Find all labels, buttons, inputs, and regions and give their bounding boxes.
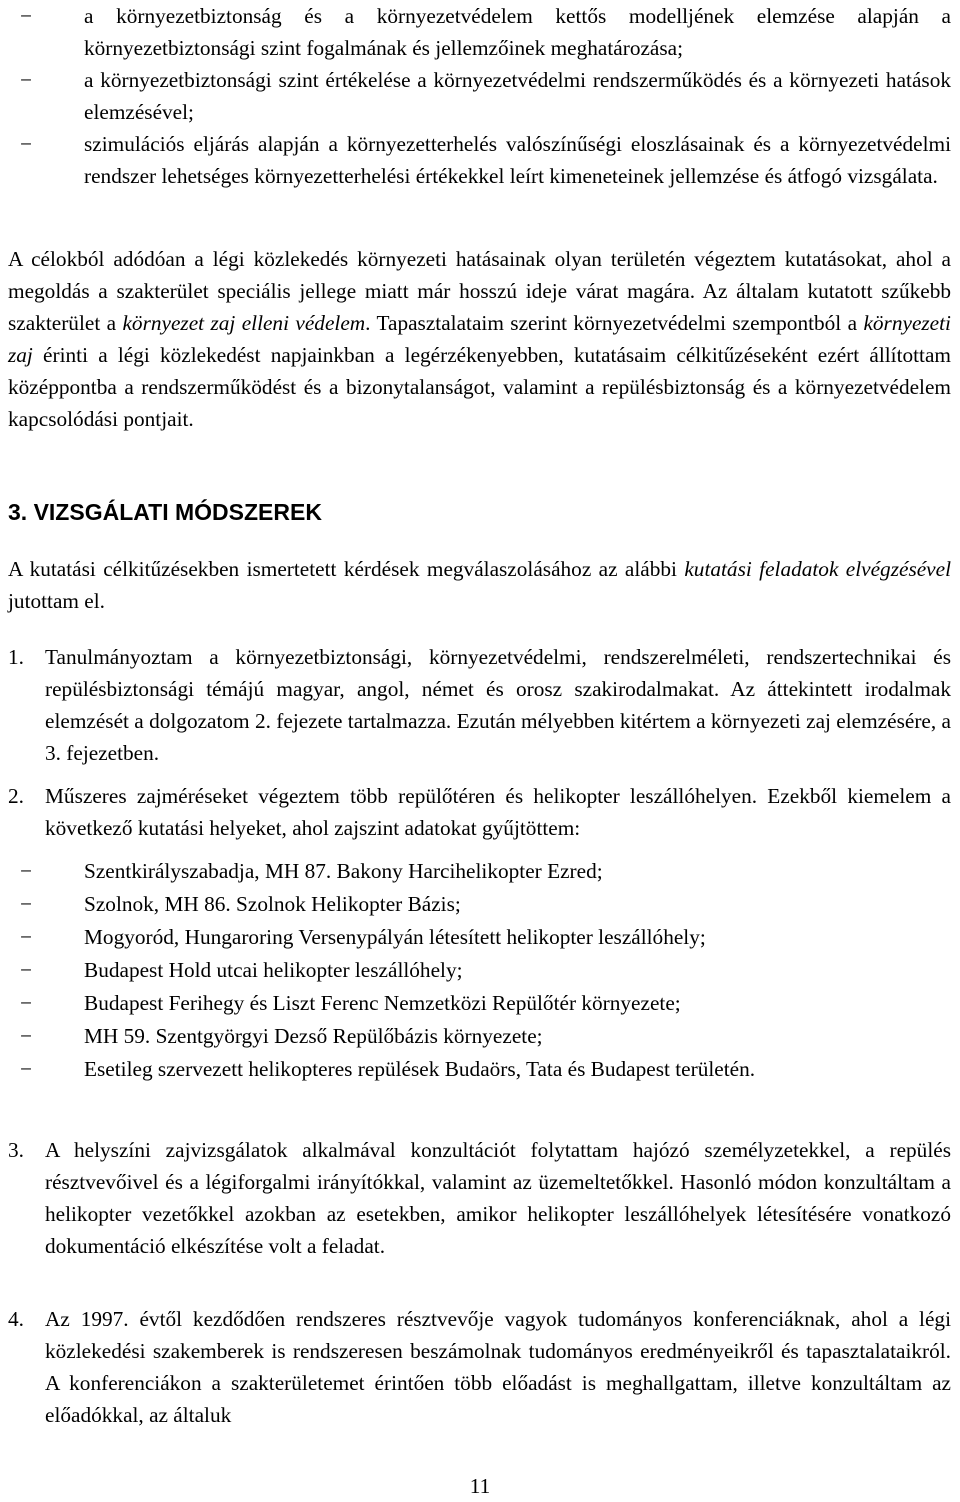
dash-mark: − [20, 859, 33, 883]
dash-mark: − [20, 68, 33, 92]
item-text: Műszeres zajméréseket végeztem több repülőtéren és helikopter leszállóhelyen. Ezekből kiemelem a következő kutatási helyeket, ahol zajszint adatokat gyűjtöttem: [45, 784, 951, 840]
numbered-item-3 [8, 1134, 951, 1262]
site-text: Mogyoród, Hungaroring Versenypályán létesített helikopter leszállóhely; [84, 925, 706, 949]
italic-phrase: környezeti zaj [8, 311, 951, 367]
dash-mark: − [20, 4, 33, 28]
item-number: 4. [8, 1307, 24, 1331]
item-text: Tanulmányoztam a környezetbiztonsági, környezetvédelmi, rendszerelméleti, rendszertechnikai és repülésbiztonsági témájú magyar, angol, német és orosz szakirodalmakat. Az áttekintett irodalmak elemzését a dolgozatom 2. fejezete tartalmazza. Ezután mélyebben kitértem a környezeti zaj elemzésére, a 3. fejezetben. [45, 645, 951, 765]
numbered-item-2 [8, 780, 951, 844]
item-number: 1. [8, 645, 24, 669]
list-item-text: a környezetbiztonság és a környezetvédelem kettős modelljének elemzése alapján a környezetbiztonsági szint fogalmának és jellemzőinek meghatározása; [84, 4, 951, 60]
numbered-item-4 [8, 1303, 951, 1431]
section-heading: 3. VIZSGÁLATI MÓDSZEREK [8, 499, 322, 525]
site-text: Budapest Hold utcai helikopter leszállóhely; [84, 958, 463, 982]
list-item-text: szimulációs eljárás alapján a környezetterhelés valószínűségi eloszlásainak és a környezetvédelmi rendszer lehetséges környezetterhelési értékekkel leírt kimeneteinek jellemzése és átfogó vizsgálata. [84, 132, 951, 188]
dash-mark: − [20, 925, 33, 949]
italic-phrase: kutatási feladatok elvégzésével [684, 557, 952, 581]
page-number: 11 [469, 1474, 491, 1498]
item-number: 3. [8, 1138, 24, 1162]
list-item [8, 64, 951, 128]
numbered-item-1 [8, 641, 951, 769]
list-item [8, 1020, 951, 1052]
dash-mark: − [20, 991, 33, 1015]
site-text: Szolnok, MH 86. Szolnok Helikopter Bázis; [84, 892, 461, 916]
dash-mark: − [20, 1024, 33, 1048]
dash-mark: − [20, 958, 33, 982]
list-item [8, 888, 951, 920]
site-text: Esetileg szervezett helikopteres repülések Budaörs, Tata és Budapest területén. [84, 1057, 756, 1081]
list-item [8, 855, 951, 887]
sites-list [8, 855, 951, 1085]
list-item-text: a környezetbiztonsági szint értékelése a környezetvédelmi rendszerműködés és a környezeti hatások elemzésével; [84, 68, 951, 124]
dash-mark: − [20, 892, 33, 916]
item-text: A helyszíni zajvizsgálatok alkalmával konzultációt folytattam hajózó személyzetekkel, a repülés résztvevőivel és a légiforgalmi irányítókkal, valamint az üzemeltetőkkel. Hasonló módon konzultáltam a helikopter vezetőkkel azokban az esetekben, amikor helikopter leszállóhelyek létesítésére vonatkozó dokumentáció elkészítése volt a feladat. [45, 1138, 951, 1258]
dash-mark: − [20, 132, 33, 156]
list-item [8, 1053, 951, 1085]
site-text: Budapest Ferihegy és Liszt Ferenc Nemzetközi Repülőtér környezete; [84, 991, 681, 1015]
list-item [8, 954, 951, 986]
site-text: MH 59. Szentgyörgyi Dezső Repülőbázis környezete; [84, 1024, 543, 1048]
list-item [8, 0, 951, 64]
item-text: Az 1997. évtől kezdődően rendszeres résztvevője vagyok tudományos konferenciáknak, ahol a légi közlekedési szakemberek is rendszeresen beszámolnak tudományos eredményeikről és tapasztalataikról. A konferenciákon a szakterületemet érintően több előadást is meghallgattam, illetve konzultáltam az előadókkal, az általuk [45, 1307, 951, 1427]
italic-phrase: környezet zaj elleni védelem [122, 311, 366, 335]
methods-intro-paragraph: A kutatási célkitűzésekben ismertetett kérdések megválaszolásához az alábbi kutatási feladatok elvégzésével jutottam el. [8, 557, 952, 613]
item-number: 2. [8, 784, 24, 808]
list-item [8, 921, 951, 953]
top-dash-list [8, 0, 951, 192]
list-item [8, 128, 951, 192]
goals-paragraph: A célokból adódóan a légi közlekedés környezeti hatásainak olyan területén végeztem kutatásokat, ahol a megoldás a szakterület speciális jellege miatt már hosszú ideje várat magára. Az általam kutatott szűkebb szakterület a környezet zaj elleni védelem. Tapasztalataim szerint környezetvédelmi szempontból a környezeti zaj érinti a légi közlekedést napjainkban a legérzékenyebben, kutatásaim célkitűzéseként ezért állítottam középpontba a rendszerműködést és a bizonytalanságot, valamint a repülésbiztonság és a környezetvédelem kapcsolódási pontjait. [8, 247, 951, 431]
list-item [8, 987, 951, 1019]
dash-mark: − [20, 1057, 33, 1081]
site-text: Szentkirályszabadja, MH 87. Bakony Harcihelikopter Ezred; [84, 859, 603, 883]
